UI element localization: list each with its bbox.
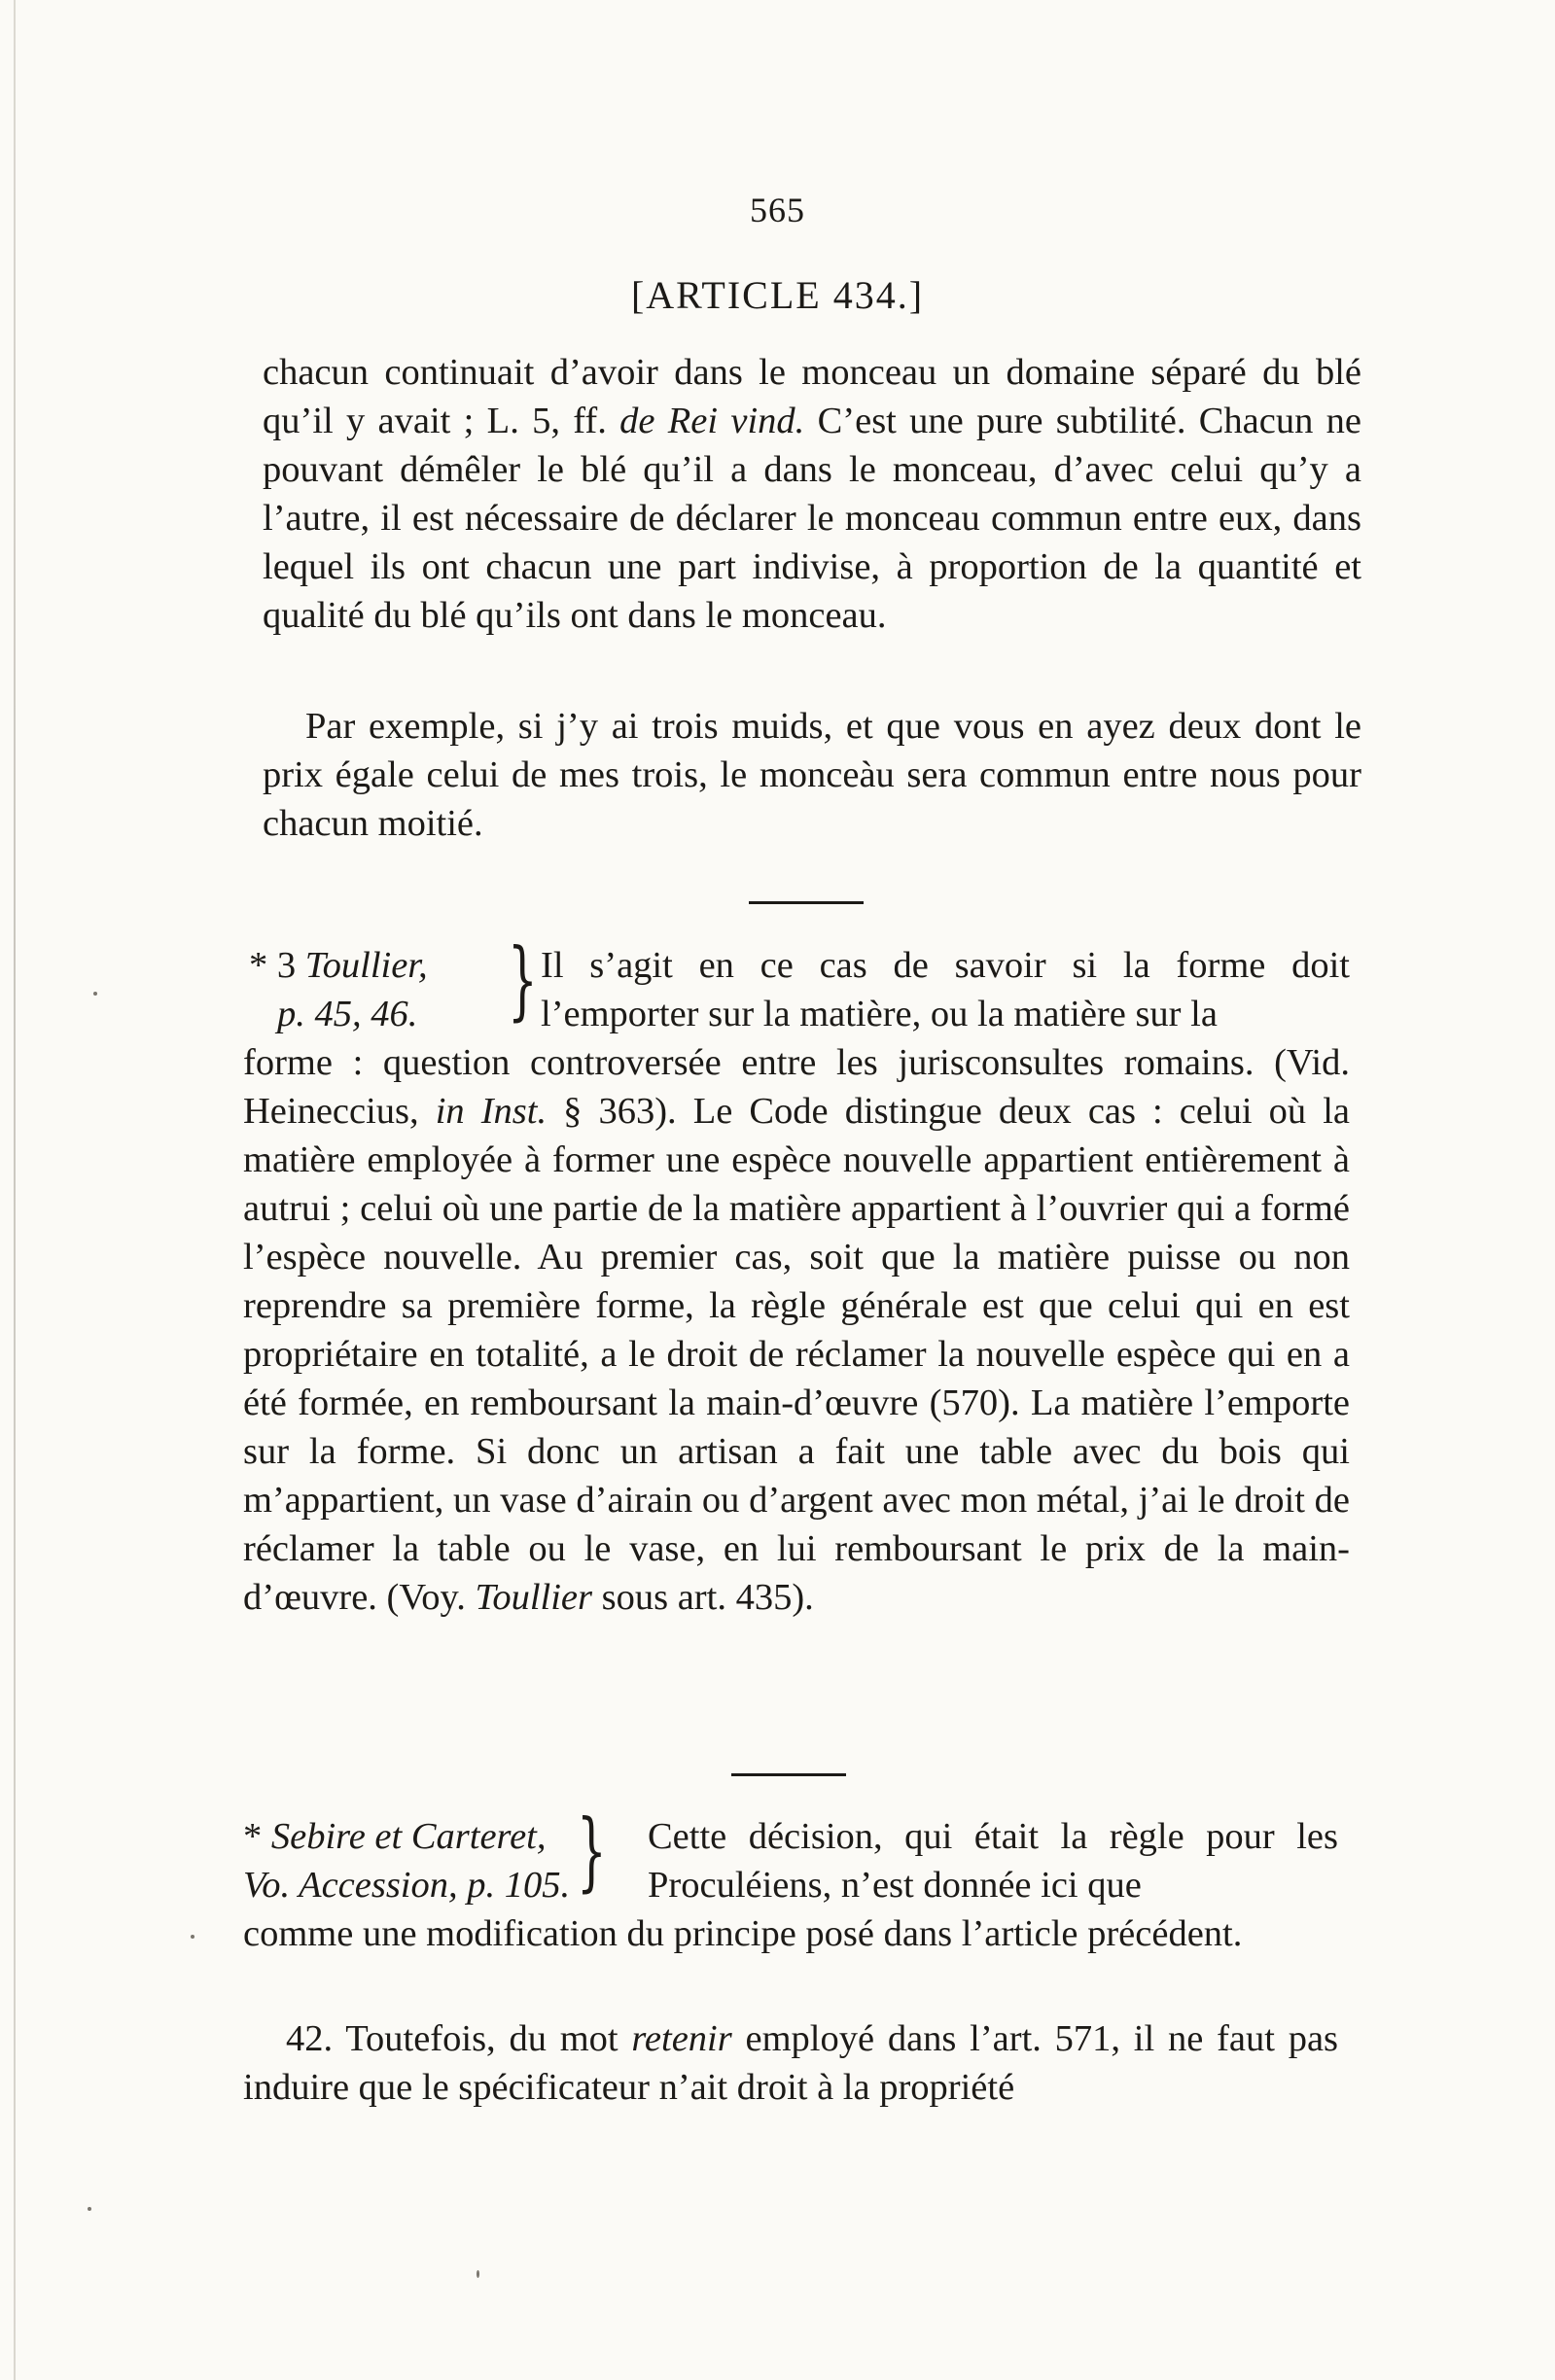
note-1-body-a: forme : question controversée entre les jurisconsultes romains. (Vid. Heineccius,	[243, 1042, 1350, 1132]
note-1-source: Toullier,	[304, 945, 428, 986]
note-2-brace: }	[577, 1801, 607, 1901]
scan-speck	[477, 2270, 479, 2278]
paragraph-1	[263, 348, 1361, 640]
paragraph-3-term: retenir	[631, 2018, 732, 2059]
note-1-pages: p. 45, 46.	[277, 994, 418, 1034]
note-1-body-e: sous art. 435).	[592, 1577, 814, 1618]
page-number: 565	[750, 191, 805, 229]
note-1-asterisk: * 3	[249, 945, 305, 986]
note-1-body-c: § 363). Le Code distingue deux cas : celui où la matière employée à former une espèce nouvelle appartient entièrement à autrui ; celui où une partie de la matière appartient à l’ouvrier qui a formé l’espèce nouvelle. Au premier cas, soit que la matière puisse ou non reprendre sa première forme, la règle générale est que celui qui en est propriétaire en totalité, a le droit de réclamer la nouvelle espèce qui en a été formée, en remboursant la main-d’œuvre (570). La matière l’emporte sur la forme. Si donc un artisan a fait une table avec du bois qui m’appartient, un vase d’airain ou d’argent avec mon métal, j’ai le droit de réclamer la table ou le vase, en lui remboursant le prix de la main-d’œuvre. (Voy.	[243, 1091, 1350, 1618]
paragraph-3-text-c: employé dans l’art. 571, il ne faut pas induire que le spécificateur n’ait droit à la propriété	[243, 2018, 1339, 2108]
note-1-body	[243, 1038, 1350, 1622]
note-1-source-label	[249, 941, 428, 990]
paragraph-3	[243, 2014, 1338, 2112]
note-1-first-lines: Il s’agit en ce cas de savoir si la forme doit l’emporter sur la matière, ou la matière sur la	[541, 945, 1350, 1034]
scan-speck	[93, 992, 97, 996]
note-2-source: Sebire et Carteret,	[270, 1816, 547, 1857]
paragraph-1-text-c: C’est une pure subtilité. Chacun ne pouvant démêler le blé qu’il a dans le monceau, d’avec celui qu’y a l’autre, il est nécessaire de déclarer le monceau commun entre eux, dans lequel ils ont chacun une part indivise, à proportion de la quantité et qualité du blé qu’ils ont dans le monceau.	[263, 401, 1361, 636]
scan-speck	[191, 1935, 194, 1939]
note-1-body-citation: in Inst.	[435, 1091, 548, 1132]
section-divider-2	[731, 1773, 846, 1776]
note-2-first-lines: Cette décision, qui était la règle pour les Proculéiens, n’est donnée ici que	[648, 1816, 1338, 1906]
note-2-pages: Vo. Accession, p. 105.	[243, 1865, 571, 1906]
section-divider-1	[749, 901, 864, 904]
note-2-asterisk: *	[243, 1816, 271, 1857]
note-2-source-label	[243, 1812, 547, 1861]
paragraph-3-text-a: 42. Toutefois, du mot	[286, 2018, 632, 2059]
paragraph-2: Par exemple, si j’y ai trois muids, et que vous en ayez deux dont le prix égale celui de mes trois, le monceàu sera commun entre nous pour chacun moitié.	[263, 706, 1361, 844]
scan-speck	[88, 2207, 91, 2211]
paragraph-1-citation: de Rei vind.	[619, 401, 805, 441]
page-edge-line	[14, 0, 16, 2380]
note-1-body-author: Toullier	[475, 1577, 592, 1618]
note-1-brace: }	[508, 929, 538, 1030]
article-heading: [ARTICLE 434.]	[630, 273, 925, 317]
paragraph-1-text-a: chacun continuait d’avoir dans le monceau un domaine séparé du blé qu’il y avait ; L. 5, ff.	[263, 352, 1361, 441]
note-2-body: comme une modification du principe posé dans l’article précédent.	[243, 1913, 1243, 1954]
